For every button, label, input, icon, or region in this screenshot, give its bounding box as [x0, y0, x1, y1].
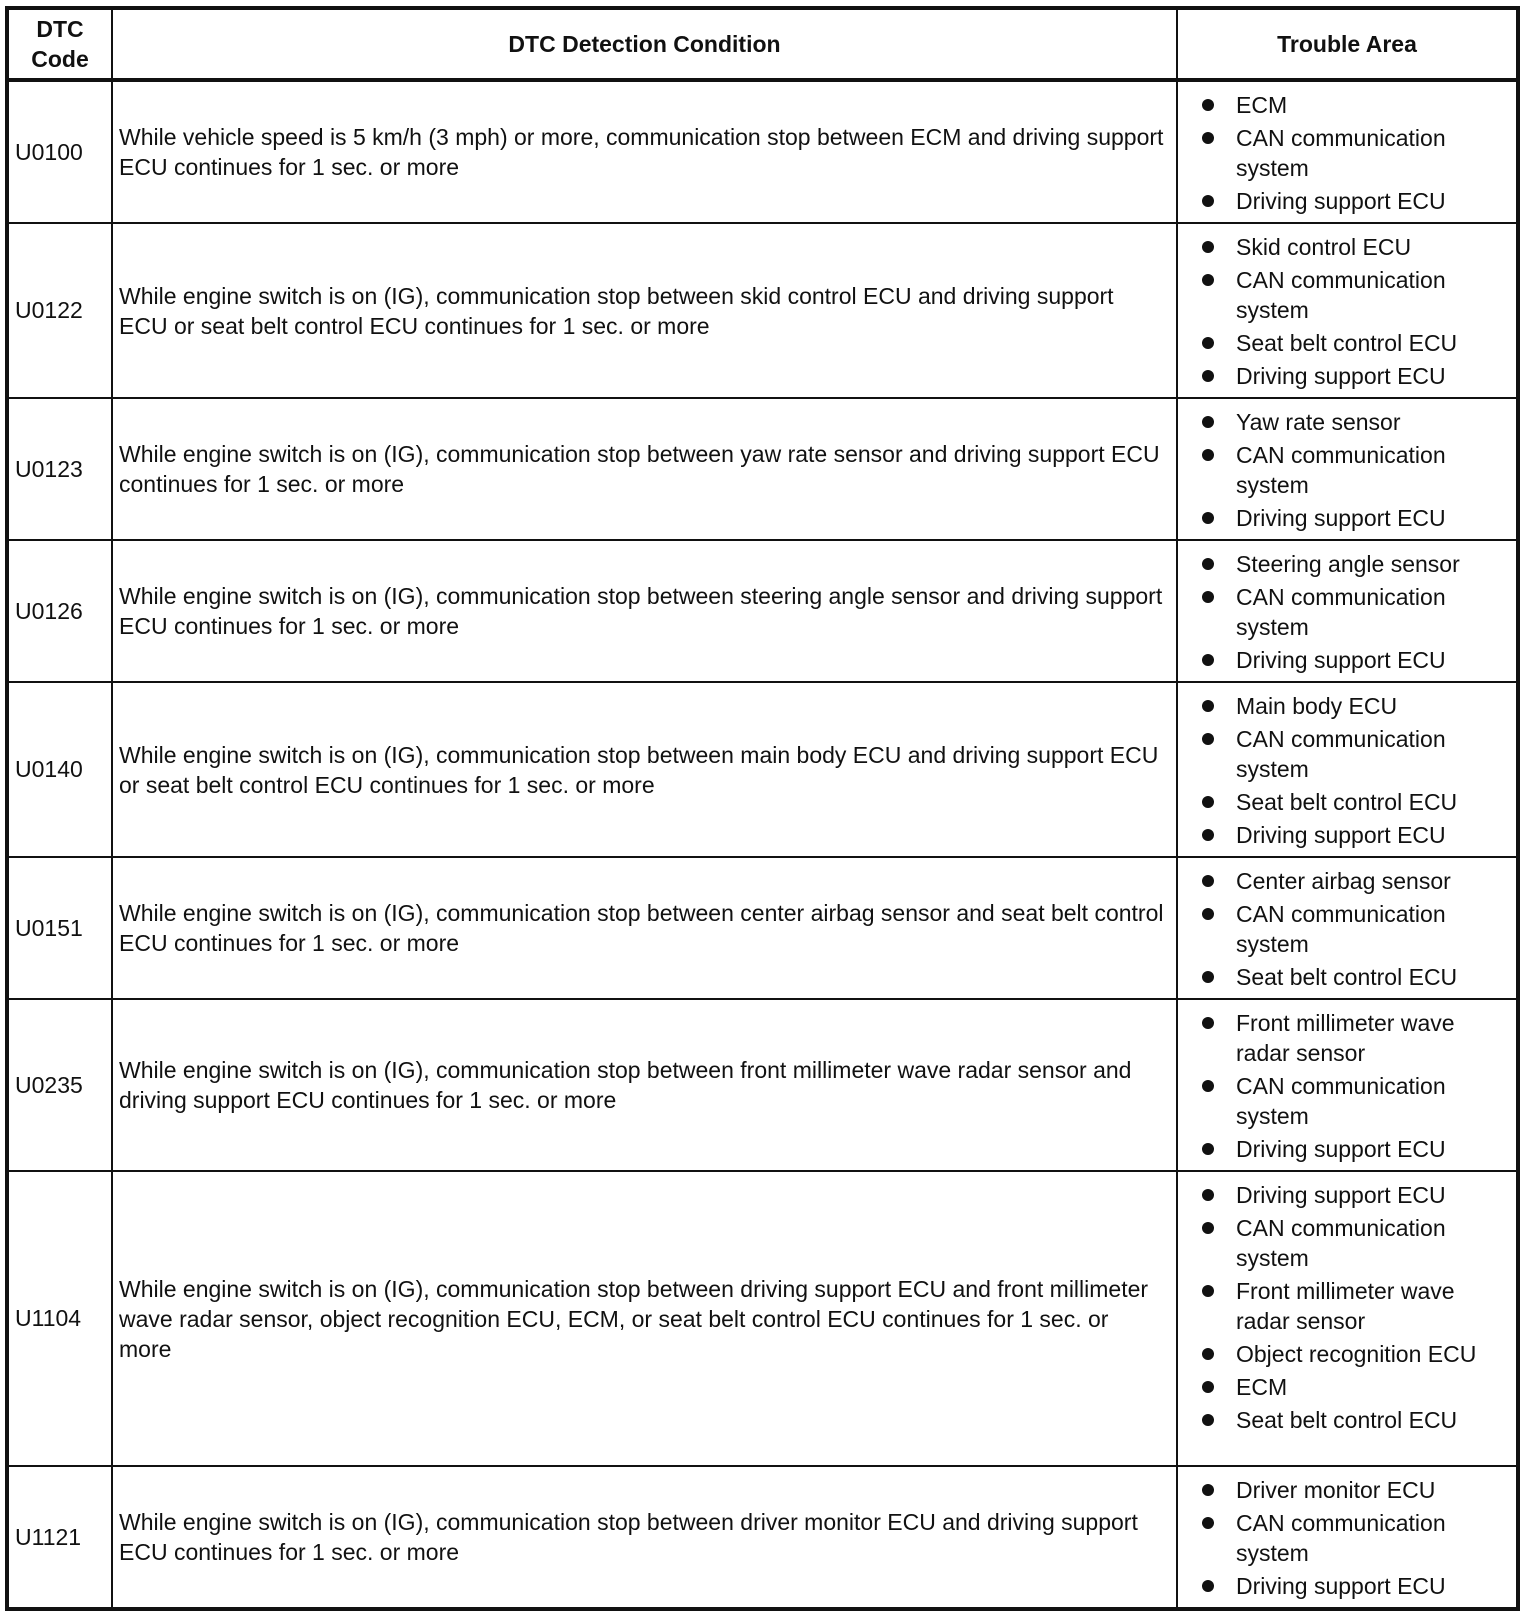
trouble-area-item — [1200, 549, 1510, 579]
trouble-area-cell — [1177, 999, 1518, 1171]
trouble-area-item — [1200, 962, 1510, 992]
trouble-area-text: Driving support ECU — [1236, 1136, 1446, 1162]
header-detection-condition: DTC Detection Condition — [112, 8, 1177, 80]
trouble-area-text: Driving support ECU — [1236, 188, 1446, 214]
bullet-icon — [1202, 875, 1214, 887]
bullet-icon — [1202, 512, 1214, 524]
detection-condition-cell: While engine switch is on (IG), communication stop between driving support ECU and front millimeter wave radar sensor, object recognition ECU, ECM, or seat belt control ECU continues for 1 sec. or more — [112, 1171, 1177, 1466]
bullet-icon — [1202, 1143, 1214, 1155]
trouble-area-text: Seat belt control ECU — [1236, 1407, 1458, 1433]
trouble-area-item — [1200, 1071, 1510, 1131]
bullet-icon — [1202, 195, 1214, 207]
trouble-area-cell — [1177, 223, 1518, 398]
trouble-area-cell — [1177, 682, 1518, 857]
trouble-area-list — [1200, 232, 1510, 391]
trouble-area-item — [1200, 1008, 1510, 1068]
detection-condition-cell: While engine switch is on (IG), communication stop between steering angle sensor and driving support ECU continues for 1 sec. or more — [112, 540, 1177, 682]
trouble-area-item — [1200, 407, 1510, 437]
detection-condition-cell: While engine switch is on (IG), communication stop between main body ECU and driving support ECU or seat belt control ECU continues for 1 sec. or more — [112, 682, 1177, 857]
table-body — [7, 80, 1518, 1609]
trouble-area-text: ECM — [1236, 1374, 1288, 1400]
table-row — [7, 80, 1518, 223]
bullet-icon — [1202, 241, 1214, 253]
trouble-area-item — [1200, 232, 1510, 262]
trouble-area-cell — [1177, 540, 1518, 682]
table-row — [7, 223, 1518, 398]
trouble-area-item — [1200, 866, 1510, 896]
trouble-area-item — [1200, 1372, 1510, 1402]
bullet-icon — [1202, 1580, 1214, 1592]
trouble-area-item — [1200, 899, 1510, 959]
trouble-area-item — [1200, 582, 1510, 642]
bullet-icon — [1202, 1189, 1214, 1201]
trouble-area-cell — [1177, 1171, 1518, 1466]
trouble-area-text: ECM — [1236, 92, 1288, 118]
table-row — [7, 540, 1518, 682]
trouble-area-item — [1200, 265, 1510, 325]
trouble-area-cell — [1177, 857, 1518, 999]
detection-condition-cell: While vehicle speed is 5 km/h (3 mph) or more, communication stop between ECM and driving support ECU continues for 1 sec. or more — [112, 80, 1177, 223]
bullet-icon — [1202, 1017, 1214, 1029]
detection-condition-cell: While engine switch is on (IG), communication stop between skid control ECU and driving support ECU or seat belt control ECU continues for 1 sec. or more — [112, 223, 1177, 398]
bullet-icon — [1202, 700, 1214, 712]
trouble-area-text: Front millimeter wave radar sensor — [1236, 1010, 1455, 1066]
trouble-area-text: Seat belt control ECU — [1236, 964, 1458, 990]
trouble-area-text: CAN communication system — [1236, 1073, 1446, 1129]
trouble-area-item — [1200, 1276, 1510, 1336]
bullet-icon — [1202, 971, 1214, 983]
trouble-area-text: Driving support ECU — [1236, 1182, 1446, 1208]
table-row — [7, 682, 1518, 857]
bullet-icon — [1202, 591, 1214, 603]
trouble-area-list — [1200, 90, 1510, 216]
bullet-icon — [1202, 337, 1214, 349]
trouble-area-item — [1200, 1134, 1510, 1164]
trouble-area-item — [1200, 645, 1510, 675]
trouble-area-text: CAN communication system — [1236, 125, 1446, 181]
trouble-area-item — [1200, 186, 1510, 216]
dtc-code-cell: U0140 — [7, 682, 112, 857]
bullet-icon — [1202, 99, 1214, 111]
trouble-area-item — [1200, 724, 1510, 784]
trouble-area-item — [1200, 123, 1510, 183]
trouble-area-text: CAN communication system — [1236, 1510, 1446, 1566]
bullet-icon — [1202, 558, 1214, 570]
bullet-icon — [1202, 449, 1214, 461]
table-header-row — [7, 8, 1518, 80]
bullet-icon — [1202, 1080, 1214, 1092]
trouble-area-text: CAN communication system — [1236, 726, 1446, 782]
trouble-area-text: Driver monitor ECU — [1236, 1477, 1436, 1503]
trouble-area-item — [1200, 503, 1510, 533]
trouble-area-item — [1200, 691, 1510, 721]
trouble-area-text: Driving support ECU — [1236, 647, 1446, 673]
table-row — [7, 1466, 1518, 1609]
bullet-icon — [1202, 796, 1214, 808]
trouble-area-item — [1200, 1508, 1510, 1568]
trouble-area-list — [1200, 1180, 1510, 1435]
trouble-area-item — [1200, 1180, 1510, 1210]
trouble-area-text: Seat belt control ECU — [1236, 330, 1458, 356]
trouble-area-text: Skid control ECU — [1236, 234, 1412, 260]
detection-condition-cell: While engine switch is on (IG), communication stop between center airbag sensor and seat belt control ECU continues for 1 sec. or more — [112, 857, 1177, 999]
bullet-icon — [1202, 1222, 1214, 1234]
trouble-area-text: CAN communication system — [1236, 442, 1446, 498]
table-row — [7, 1171, 1518, 1466]
table-row — [7, 398, 1518, 540]
bullet-icon — [1202, 1348, 1214, 1360]
table-row — [7, 857, 1518, 999]
trouble-area-item — [1200, 328, 1510, 358]
dtc-code-cell: U0100 — [7, 80, 112, 223]
trouble-area-item — [1200, 90, 1510, 120]
trouble-area-list — [1200, 1008, 1510, 1164]
trouble-area-item — [1200, 1571, 1510, 1601]
trouble-area-item — [1200, 1339, 1510, 1369]
trouble-area-list — [1200, 549, 1510, 675]
bullet-icon — [1202, 132, 1214, 144]
trouble-area-item — [1200, 1405, 1510, 1435]
header-trouble-area: Trouble Area — [1177, 8, 1518, 80]
trouble-area-text: CAN communication system — [1236, 267, 1446, 323]
dtc-code-cell: U0122 — [7, 223, 112, 398]
dtc-table — [5, 6, 1520, 1611]
dtc-code-cell: U0151 — [7, 857, 112, 999]
trouble-area-text: Yaw rate sensor — [1236, 409, 1401, 435]
trouble-area-text: Driving support ECU — [1236, 1573, 1446, 1599]
trouble-area-text: Driving support ECU — [1236, 822, 1446, 848]
trouble-area-list — [1200, 1475, 1510, 1601]
trouble-area-text: Object recognition ECU — [1236, 1341, 1477, 1367]
trouble-area-list — [1200, 866, 1510, 992]
trouble-area-text: CAN communication system — [1236, 901, 1446, 957]
trouble-area-item — [1200, 1475, 1510, 1505]
trouble-area-text: CAN communication system — [1236, 584, 1446, 640]
trouble-area-text: Driving support ECU — [1236, 505, 1446, 531]
trouble-area-cell — [1177, 80, 1518, 223]
bullet-icon — [1202, 908, 1214, 920]
trouble-area-text: Driving support ECU — [1236, 363, 1446, 389]
bullet-icon — [1202, 274, 1214, 286]
dtc-code-cell: U0235 — [7, 999, 112, 1171]
trouble-area-text: Main body ECU — [1236, 693, 1398, 719]
bullet-icon — [1202, 733, 1214, 745]
trouble-area-list — [1200, 407, 1510, 533]
detection-condition-cell: While engine switch is on (IG), communication stop between front millimeter wave radar sensor and driving support ECU continues for 1 sec. or more — [112, 999, 1177, 1171]
dtc-code-cell: U0123 — [7, 398, 112, 540]
bullet-icon — [1202, 1484, 1214, 1496]
trouble-area-item — [1200, 440, 1510, 500]
bullet-icon — [1202, 1517, 1214, 1529]
trouble-area-cell — [1177, 1466, 1518, 1609]
trouble-area-text: Seat belt control ECU — [1236, 789, 1458, 815]
trouble-area-item — [1200, 1213, 1510, 1273]
trouble-area-list — [1200, 691, 1510, 850]
detection-condition-cell: While engine switch is on (IG), communication stop between driver monitor ECU and driving support ECU continues for 1 sec. or more — [112, 1466, 1177, 1609]
dtc-code-cell: U0126 — [7, 540, 112, 682]
header-dtc-code: DTC Code — [7, 8, 112, 80]
trouble-area-item — [1200, 820, 1510, 850]
dtc-code-cell: U1121 — [7, 1466, 112, 1609]
bullet-icon — [1202, 370, 1214, 382]
bullet-icon — [1202, 829, 1214, 841]
trouble-area-text: Center airbag sensor — [1236, 868, 1451, 894]
bullet-icon — [1202, 654, 1214, 666]
bullet-icon — [1202, 416, 1214, 428]
detection-condition-cell: While engine switch is on (IG), communication stop between yaw rate sensor and driving support ECU continues for 1 sec. or more — [112, 398, 1177, 540]
trouble-area-item — [1200, 361, 1510, 391]
trouble-area-cell — [1177, 398, 1518, 540]
bullet-icon — [1202, 1381, 1214, 1393]
trouble-area-item — [1200, 787, 1510, 817]
trouble-area-text: Front millimeter wave radar sensor — [1236, 1278, 1455, 1334]
table-row — [7, 999, 1518, 1171]
trouble-area-text: Steering angle sensor — [1236, 551, 1460, 577]
bullet-icon — [1202, 1414, 1214, 1426]
dtc-code-cell: U1104 — [7, 1171, 112, 1466]
bullet-icon — [1202, 1285, 1214, 1297]
trouble-area-text: CAN communication system — [1236, 1215, 1446, 1271]
